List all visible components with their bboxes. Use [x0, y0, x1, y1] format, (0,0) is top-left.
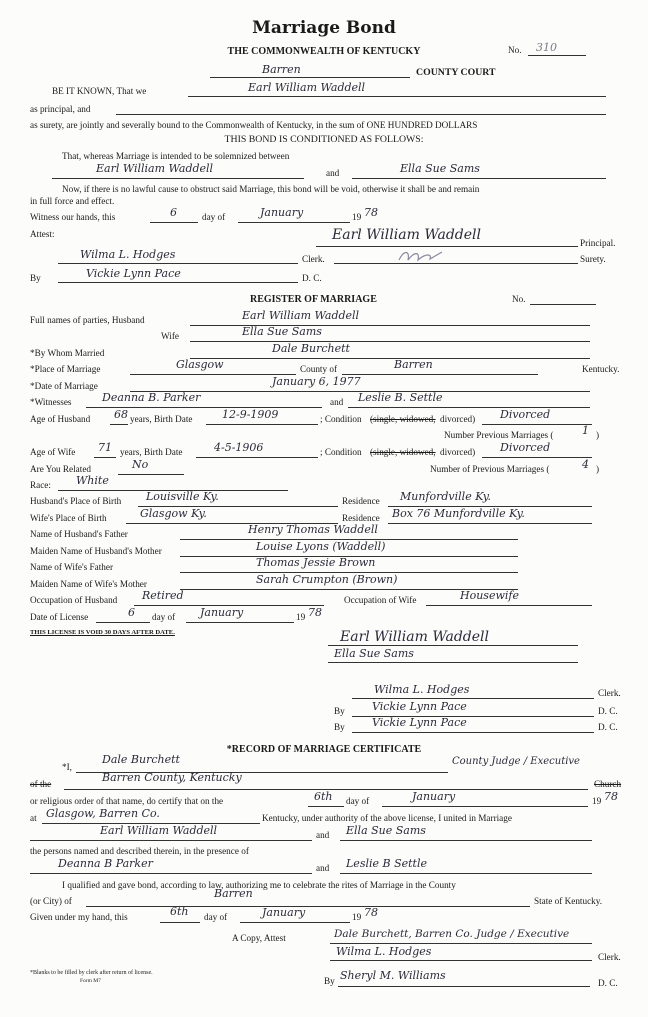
- kentucky-label: Kentucky.: [582, 364, 620, 374]
- register-no-line: [530, 304, 596, 305]
- cert-given-day-of: day of: [204, 912, 228, 922]
- cert-name: Dale Burchett: [102, 753, 180, 766]
- condition-wife-label: ; Condition: [320, 447, 362, 457]
- related-label: Are You Related: [30, 464, 91, 474]
- age-husband-value: 68: [114, 408, 128, 421]
- sig-wife-line: [328, 662, 578, 663]
- attest-label: Attest:: [30, 229, 55, 239]
- occ-wife-label: Occupation of Wife: [344, 595, 417, 605]
- cert-by-label: By: [324, 976, 335, 986]
- witness-month: January: [260, 206, 304, 219]
- cert-given-year: 78: [364, 906, 378, 919]
- cert-party2: Ella Sue Sams: [346, 824, 426, 837]
- register-clerk-line: [352, 698, 594, 699]
- page-title: Marriage Bond: [252, 18, 396, 38]
- no-line: [528, 55, 586, 56]
- register-by-label: By: [334, 706, 345, 716]
- principal-line: [188, 96, 606, 97]
- principal-name: Earl William Waddell: [248, 81, 366, 94]
- cert-witness1-line: [30, 873, 312, 874]
- cert-day: 6th: [314, 790, 333, 803]
- register-no-label: No.: [512, 294, 526, 304]
- cert-month: January: [412, 790, 456, 803]
- cond-wife-value: Divorced: [500, 441, 551, 454]
- husband-birth-label: Husband's Place of Birth: [30, 496, 122, 506]
- party2-line: [352, 178, 606, 179]
- cert-kentucky-under: Kentucky, under authority of the above license, I united in Marriage: [262, 813, 512, 823]
- cert-witness-and: and: [316, 863, 330, 873]
- clerk-line: [58, 263, 298, 264]
- cond-wife-line: [482, 457, 592, 458]
- register-dc-label: D. C.: [598, 706, 618, 716]
- num-prev-label: Number Previous Marriages (: [444, 430, 554, 440]
- cert-dc-signature: Sheryl M. Williams: [340, 969, 446, 982]
- cert-clerk-line: [330, 960, 592, 961]
- wife-res-value: Box 76 Munfordville Ky.: [392, 507, 525, 520]
- register-heading: REGISTER OF MARRIAGE: [250, 294, 377, 305]
- wife-res-line: [388, 523, 592, 524]
- wife-father-value: Thomas Jessie Brown: [256, 556, 376, 569]
- occ-husband-label: Occupation of Husband: [30, 595, 118, 605]
- witness2-line: [348, 407, 590, 408]
- occ-wife-value: Housewife: [460, 589, 519, 602]
- birth-husband-value: 12-9-1909: [222, 408, 279, 421]
- cert-party1-line: [30, 840, 312, 841]
- cert-title: County Judge / Executive: [452, 756, 580, 767]
- cert-month-line: [382, 806, 588, 807]
- cert-given-day-line: [160, 922, 200, 923]
- residence-label: Residence: [342, 496, 380, 506]
- cert-attest-line: [330, 943, 592, 944]
- full-names-label: Full names of parties, Husband: [30, 315, 145, 325]
- principal-label: Principal.: [580, 238, 616, 248]
- race-value: White: [76, 474, 109, 487]
- cert-year: 78: [604, 790, 618, 803]
- witnesses-label: *Witnesses: [30, 397, 72, 407]
- surety-text: as surety, are jointly and severally bound to the Commonwealth of Kentucky, in the sum of ONE HUNDRED DOLLARS: [30, 120, 478, 130]
- cert-given-month: January: [262, 906, 306, 919]
- register-by2-label: By: [334, 722, 345, 732]
- husband-mother-label: Maiden Name of Husband's Mother: [30, 546, 162, 556]
- cert-county: Barren: [214, 887, 253, 900]
- husband-father-value: Henry Thomas Waddell: [248, 523, 378, 536]
- be-it-known: BE IT KNOWN, That we: [52, 86, 147, 96]
- wife-residence-label: Residence: [342, 513, 380, 523]
- race-label: Race:: [30, 480, 51, 490]
- register-county-value: Barren: [394, 358, 433, 371]
- now-text-1: Now, if there is no lawful cause to obstruct said Marriage, this bond will be void, otherwise it shall be and remain: [62, 184, 480, 194]
- dc-line: [58, 282, 298, 283]
- occ-husband-value: Retired: [142, 589, 184, 602]
- register-dc-signature: Vickie Lynn Pace: [372, 700, 467, 713]
- surety-signature-mark: [396, 248, 446, 269]
- sig-wife: Ella Sue Sams: [334, 647, 414, 660]
- years-birth-label: years, Birth Date: [130, 414, 193, 424]
- witness1-value: Deanna B. Parker: [102, 391, 201, 404]
- cond-husband-line: [482, 424, 592, 425]
- condition-label: ; Condition: [320, 414, 362, 424]
- cert-dc-line: [338, 986, 590, 987]
- cert-persons-named: the persons named and described therein, in the presence of: [30, 846, 249, 856]
- cert-witness2-line: [340, 873, 592, 874]
- cert-at-value: Glasgow, Barren Co.: [46, 807, 160, 820]
- condition-options: divorced): [440, 414, 476, 424]
- party1-line: [52, 178, 304, 179]
- cond-husband-value: Divorced: [500, 408, 551, 421]
- cert-day-line: [308, 806, 344, 807]
- cert-church-value: Barren County, Kentucky: [102, 771, 242, 784]
- surety-line: [116, 114, 606, 115]
- by-whom-value: Dale Burchett: [272, 342, 350, 355]
- witness-year: 78: [364, 206, 378, 219]
- license-day-of: day of: [152, 612, 176, 622]
- cert-qualified: I qualified and gave bond, according to law, authorizing me to celebrate the rites of Marriage in the County: [62, 880, 456, 890]
- cert-year-prefix: 19: [592, 796, 602, 806]
- wife-name: Ella Sue Sams: [242, 325, 322, 338]
- years-birth-wife-label: years, Birth Date: [120, 447, 183, 457]
- register-clerk-label: Clerk.: [598, 688, 621, 698]
- register-dc2-label: D. C.: [598, 722, 618, 732]
- cert-attest-signature: Dale Burchett, Barren Co. Judge / Executive: [334, 928, 570, 940]
- county-line: [210, 77, 410, 78]
- place-label: *Place of Marriage: [30, 364, 101, 374]
- footnote-form: Form M7: [80, 978, 101, 984]
- witness-label: Witness our hands, this: [30, 212, 116, 222]
- related-value: No: [132, 458, 149, 471]
- cert-copy-attest: A Copy, Attest: [232, 933, 286, 943]
- register-county-line: [342, 374, 538, 375]
- husband-birth-value: Louisville Ky.: [146, 490, 219, 503]
- wife-mother-label: Maiden Name of Wife's Mother: [30, 579, 147, 589]
- footnote-blanks: *Blanks to be filled by clerk after return of license.: [30, 970, 153, 976]
- wife-birth-label: Wife's Place of Birth: [30, 513, 107, 523]
- conditioned-heading: THIS BOND IS CONDITIONED AS FOLLOWS:: [224, 134, 424, 145]
- husband-res-value: Munfordville Ky.: [400, 490, 491, 503]
- cert-clerk-label: Clerk.: [598, 952, 621, 962]
- cert-clerk-signature: Wilma L. Hodges: [336, 945, 432, 958]
- cert-party2-line: [340, 840, 592, 841]
- age-wife-value: 71: [98, 441, 112, 454]
- husband-mother-value: Louise Lyons (Waddell): [256, 540, 386, 553]
- party1-name: Earl William Waddell: [96, 162, 214, 175]
- age-husband-label: Age of Husband: [30, 414, 91, 424]
- bond-number: 310: [536, 41, 557, 54]
- husband-name: Earl William Waddell: [242, 309, 360, 322]
- clerk-signature: Wilma L. Hodges: [80, 248, 176, 261]
- certificate-heading: *RECORD OF MARRIAGE CERTIFICATE: [226, 744, 422, 755]
- wife-label: Wife: [161, 331, 179, 341]
- cert-given-year-prefix: 19: [352, 912, 362, 922]
- clerk-label: Clerk.: [302, 254, 325, 264]
- cert-or-city: (or City) of: [30, 896, 72, 906]
- num-prev-wife: 4: [582, 458, 589, 471]
- by-whom-line: [190, 358, 590, 359]
- cert-dc-label: D. C.: [598, 978, 618, 988]
- cert-party1: Earl William Waddell: [100, 824, 218, 837]
- related-line: [118, 474, 184, 475]
- cert-at: at: [30, 813, 37, 823]
- register-dc2-line: [352, 732, 594, 733]
- husband-father-label: Name of Husband's Father: [30, 529, 128, 539]
- cert-of-the: of the: [30, 779, 52, 789]
- county-value: Barren: [262, 63, 301, 76]
- cert-given: Given under my hand, this: [30, 912, 128, 922]
- license-month-line: [186, 622, 294, 623]
- as-principal: as principal, and: [30, 104, 91, 114]
- witness-day: 6: [170, 206, 177, 219]
- by-label: By: [30, 273, 41, 283]
- witness-month-line: [238, 222, 350, 223]
- birth-wife-value: 4-5-1906: [214, 441, 264, 454]
- license-year-prefix: 19: [296, 612, 306, 622]
- register-clerk-signature: Wilma L. Hodges: [374, 683, 470, 696]
- age-wife-line: [94, 457, 116, 458]
- condition-wife-struck: (single, widowed,: [370, 447, 436, 457]
- condition-options-struck: (single, widowed,: [370, 414, 436, 424]
- wife-line: [190, 341, 590, 342]
- now-text-2: in full force and effect.: [30, 196, 115, 206]
- place-value: Glasgow: [176, 358, 224, 371]
- county-of-label: County of: [300, 364, 338, 374]
- surety-label: Surety.: [580, 254, 606, 264]
- license-void-note: THIS LICENSE IS VOID 30 DAYS AFTER DATE.: [30, 629, 175, 636]
- principal-sig-line: [316, 246, 578, 247]
- license-month: January: [200, 606, 244, 619]
- license-day: 6: [128, 606, 135, 619]
- num-prev-husband: 1: [582, 424, 589, 437]
- cert-church-label: Church: [594, 779, 622, 789]
- cert-and: and: [316, 830, 330, 840]
- no-label: No.: [508, 45, 522, 55]
- register-dc2-signature: Vickie Lynn Pace: [372, 716, 467, 729]
- day-of-label: day of: [202, 212, 226, 222]
- year-prefix: 19: [352, 212, 362, 222]
- wife-birth-value: Glasgow Ky.: [140, 507, 207, 520]
- commonwealth-heading: THE COMMONWEALTH OF KENTUCKY: [227, 46, 421, 57]
- license-day-line: [96, 622, 150, 623]
- witness-day-line: [150, 222, 198, 223]
- license-label: Date of License: [30, 612, 89, 622]
- cert-given-month-line: [240, 922, 350, 923]
- and-label: and: [326, 168, 340, 178]
- date-label: *Date of Marriage: [30, 381, 98, 391]
- num-prev-wife-close: ): [596, 464, 600, 474]
- whereas-text: That, whereas Marriage is intended to be solemnized between: [62, 151, 290, 161]
- age-wife-label: Age of Wife: [30, 447, 76, 457]
- num-prev-close: ): [596, 430, 600, 440]
- birth-husband-line: [206, 424, 318, 425]
- county-court-label: COUNTY COURT: [416, 67, 496, 78]
- cert-i-label: *I,: [62, 762, 72, 772]
- birth-wife-line: [196, 457, 318, 458]
- surety-sig-line: [334, 263, 578, 264]
- by-whom-label: *By Whom Married: [30, 348, 105, 358]
- witness2-value: Leslie B. Settle: [358, 391, 443, 404]
- condition-wife-options: divorced): [440, 447, 476, 457]
- sig-husband: Earl William Waddell: [340, 629, 489, 645]
- license-year: 78: [308, 606, 322, 619]
- cert-state: State of Kentucky.: [534, 896, 603, 906]
- cert-day-of: day of: [346, 796, 370, 806]
- wife-father-label: Name of Wife's Father: [30, 562, 114, 572]
- cert-county-line: [86, 906, 530, 907]
- dc-label: D. C.: [302, 273, 322, 283]
- witnesses-and: and: [330, 397, 344, 407]
- party2-name: Ella Sue Sams: [400, 162, 480, 175]
- cert-given-day: 6th: [170, 905, 189, 918]
- age-husband-line: [110, 424, 128, 425]
- dc-signature: Vickie Lynn Pace: [86, 267, 181, 280]
- wife-mother-value: Sarah Crumpton (Brown): [256, 573, 398, 586]
- occ-wife-line: [426, 605, 592, 606]
- num-prev-wife-label: Number of Previous Marriages (: [430, 464, 550, 474]
- cert-witness2: Leslie B Settle: [346, 857, 427, 870]
- sig-husband-line: [328, 645, 578, 646]
- cert-religious: or religious order of that name, do certify that on the: [30, 796, 224, 806]
- date-value: January 6, 1977: [272, 375, 361, 388]
- principal-signature: Earl William Waddell: [332, 227, 481, 243]
- cert-witness1: Deanna B Parker: [58, 857, 153, 870]
